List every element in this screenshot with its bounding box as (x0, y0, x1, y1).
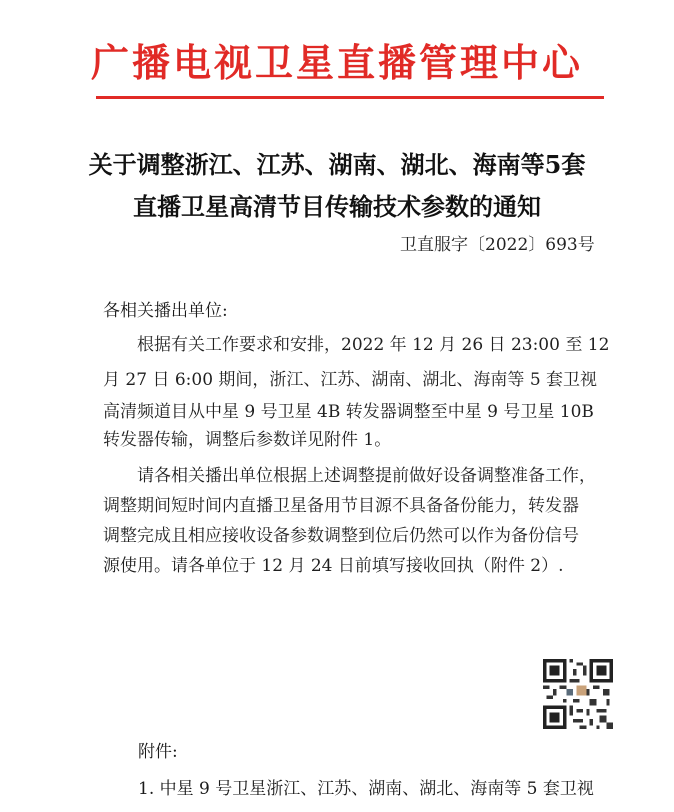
paragraph-2-line: 请各相关播出单位根据上述调整提前做好设备调整准备工作， (137, 466, 596, 486)
qr-code-icon (543, 659, 613, 729)
paragraph-1-line: 月 27 日 6:00 期间，浙江、江苏、湖南、湖北、海南等 5 套卫视 (103, 370, 598, 390)
document-number: 卫直服字〔2022〕693号 (400, 235, 595, 255)
document-title-line-2: 直播卫星高清节目传输技术参数的通知 (133, 192, 541, 221)
attachment-item: 1. 中星 9 号卫星浙江、江苏、湖南、湖北、海南等 5 套卫视 (138, 779, 594, 799)
attachments-label: 附件: (138, 742, 178, 762)
paragraph-1-line: 转发器传输，调整后参数详见附件 1。 (103, 430, 392, 450)
document-title-line-1: 关于调整浙江、江苏、湖南、湖北、海南等5套 (88, 150, 586, 179)
agency-header: 广播电视卫星直播管理中心 (90, 40, 583, 85)
paragraph-1-line: 高清频道目从中星 9 号卫星 4B 转发器调整至中星 9 号卫星 10B (103, 402, 594, 422)
paragraph-2-line: 调整完成且相应接收设备参数调整到位后仍然可以作为备份信号 (103, 526, 579, 546)
paragraph-2-line: 源使用。请各单位于 12 月 24 日前填写接收回执（附件 2）. (103, 556, 564, 576)
salutation: 各相关播出单位: (103, 301, 228, 321)
paragraph-1-line: 根据有关工作要求和安排，2022 年 12 月 26 日 23:00 至 12 (137, 335, 610, 355)
paragraph-2-line: 调整期间短时间内直播卫星备用节目源不具备备份能力，转发器 (103, 496, 579, 516)
header-divider (96, 96, 604, 99)
